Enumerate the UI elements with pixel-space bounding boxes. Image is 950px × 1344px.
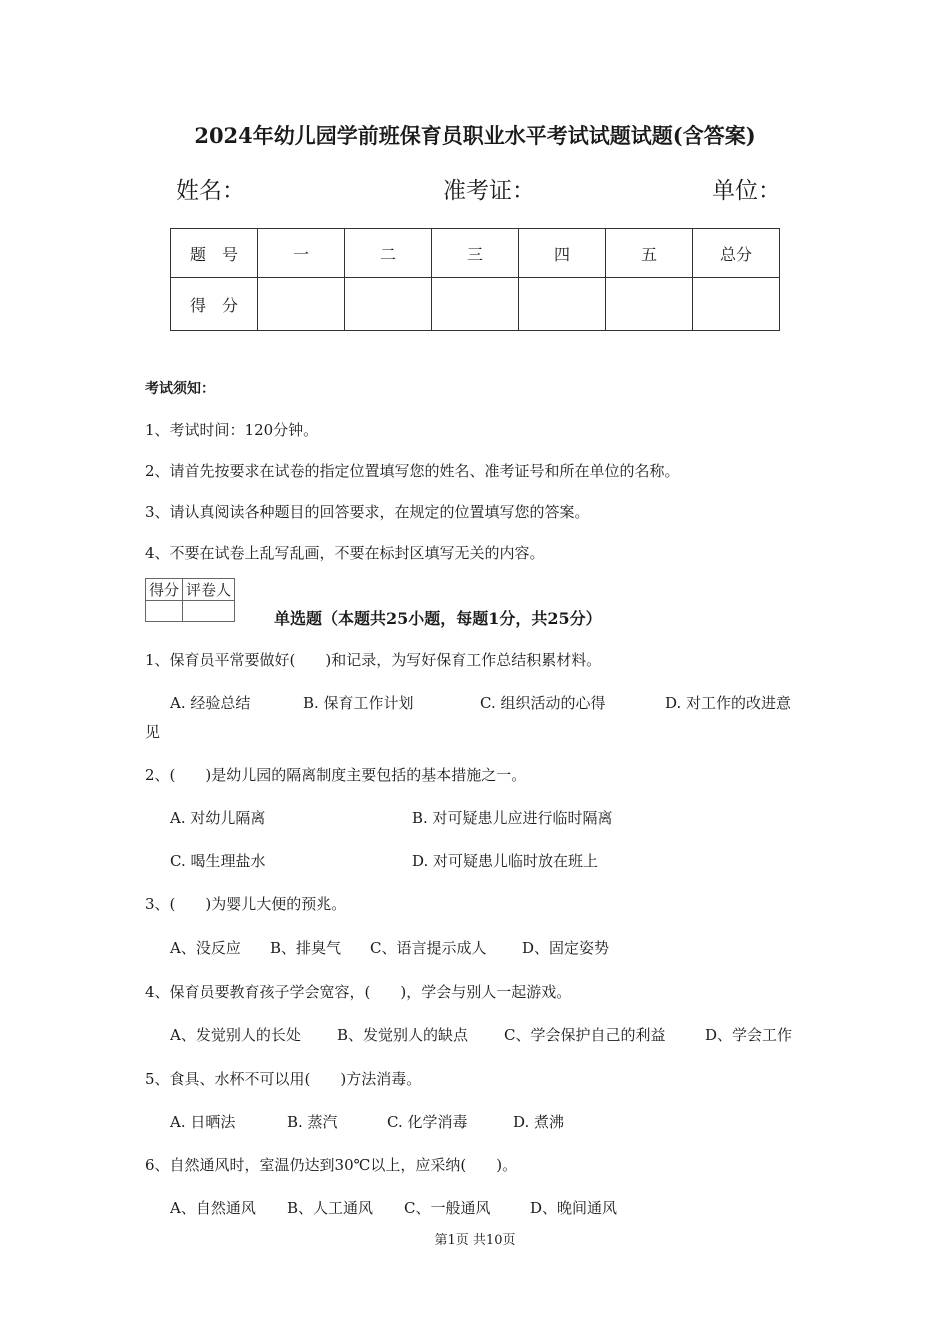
grader-reviewer-cell — [183, 601, 235, 622]
unit-field-label: 单位： — [712, 178, 781, 204]
question-option: D. 对可疑患儿临时放在班上 — [412, 852, 599, 870]
question-option: C、学会保护自己的利益 — [504, 1026, 666, 1044]
question-option: B. 对可疑患儿应进行临时隔离 — [412, 809, 613, 827]
section-title: 单选题（本题共25小题，每题1分，共25分） — [274, 609, 602, 628]
question-option: A. 日晒法 — [170, 1113, 236, 1131]
score-table-header-cell: 五 — [606, 229, 693, 278]
score-cell — [432, 278, 519, 331]
question-stem: 4、保育员要教育孩子学会宽容，( )，学会与别人一起游戏。 — [145, 983, 572, 1001]
score-table — [170, 228, 780, 331]
score-table-score-row — [171, 278, 780, 331]
score-cell — [519, 278, 606, 331]
question-option: B. 保育工作计划 — [303, 694, 414, 712]
score-table-row-label: 得 分 — [171, 278, 258, 331]
notes-item: 2、请首先按要求在试卷的指定位置填写您的姓名、准考证号和所在单位的名称。 — [145, 462, 680, 480]
grader-score-cell — [146, 601, 183, 622]
question-option-wrap: 见 — [145, 723, 161, 741]
question-option: A、发觉别人的长处 — [170, 1026, 301, 1044]
grader-reviewer-label: 评卷人 — [183, 579, 235, 601]
page-title: 2024年幼儿园学前班保育员职业水平考试试题试题(含答案) — [194, 123, 756, 148]
question-option: A、自然通风 — [170, 1199, 256, 1217]
score-cell — [345, 278, 432, 331]
score-table-header-cell: 二 — [345, 229, 432, 278]
question-option: D、固定姿势 — [522, 939, 610, 957]
question-stem: 1、保育员平常要做好( )和记录，为写好保育工作总结积累材料。 — [145, 651, 602, 669]
grader-score-label: 得分 — [146, 579, 183, 601]
grader-table — [145, 578, 235, 622]
question-stem: 5、食具、水杯不可以用( )方法消毒。 — [145, 1070, 422, 1088]
score-table-header-cell: 一 — [258, 229, 345, 278]
notes-item: 4、不要在试卷上乱写乱画，不要在标封区填写无关的内容。 — [145, 544, 545, 562]
question-option: D、学会工作 — [705, 1026, 793, 1044]
score-table-header-cell: 三 — [432, 229, 519, 278]
question-option: B、排臭气 — [270, 939, 342, 957]
question-stem: 2、( )是幼儿园的隔离制度主要包括的基本措施之一。 — [145, 766, 527, 784]
notes-item: 1、考试时间：120分钟。 — [145, 421, 319, 439]
notes-item: 3、请认真阅读各种题目的回答要求，在规定的位置填写您的答案。 — [145, 503, 590, 521]
score-table-header-cell: 四 — [519, 229, 606, 278]
question-stem: 3、( )为婴儿大便的预兆。 — [145, 895, 347, 913]
question-option: A. 经验总结 — [170, 694, 251, 712]
score-cell — [693, 278, 780, 331]
question-option: B、发觉别人的缺点 — [337, 1026, 469, 1044]
score-table-header-cell: 题 号 — [171, 229, 258, 278]
name-field-label: 姓名： — [176, 178, 245, 204]
question-option: C. 化学消毒 — [387, 1113, 468, 1131]
question-option: B. 蒸汽 — [287, 1113, 338, 1131]
notes-heading: 考试须知： — [145, 381, 215, 397]
page-footer: 第1页 共10页 — [434, 1233, 516, 1248]
question-option: B、人工通风 — [287, 1199, 374, 1217]
question-option: D. 对工作的改进意 — [665, 694, 792, 712]
question-option: D、晚间通风 — [530, 1199, 618, 1217]
exam-id-field-label: 准考证： — [443, 178, 535, 204]
question-option: C、语言提示成人 — [370, 939, 487, 957]
question-option: A、没反应 — [170, 939, 241, 957]
question-option: C. 组织活动的心得 — [480, 694, 606, 712]
question-option: C、一般通风 — [404, 1199, 491, 1217]
score-cell — [258, 278, 345, 331]
question-stem: 6、自然通风时，室温仍达到30℃以上，应采纳( )。 — [145, 1156, 518, 1174]
score-cell — [606, 278, 693, 331]
score-table-header-row — [171, 229, 780, 278]
question-option: C. 喝生理盐水 — [170, 852, 266, 870]
question-option: A. 对幼儿隔离 — [170, 809, 266, 827]
question-option: D. 煮沸 — [513, 1113, 565, 1131]
score-table-header-cell: 总分 — [693, 229, 780, 278]
